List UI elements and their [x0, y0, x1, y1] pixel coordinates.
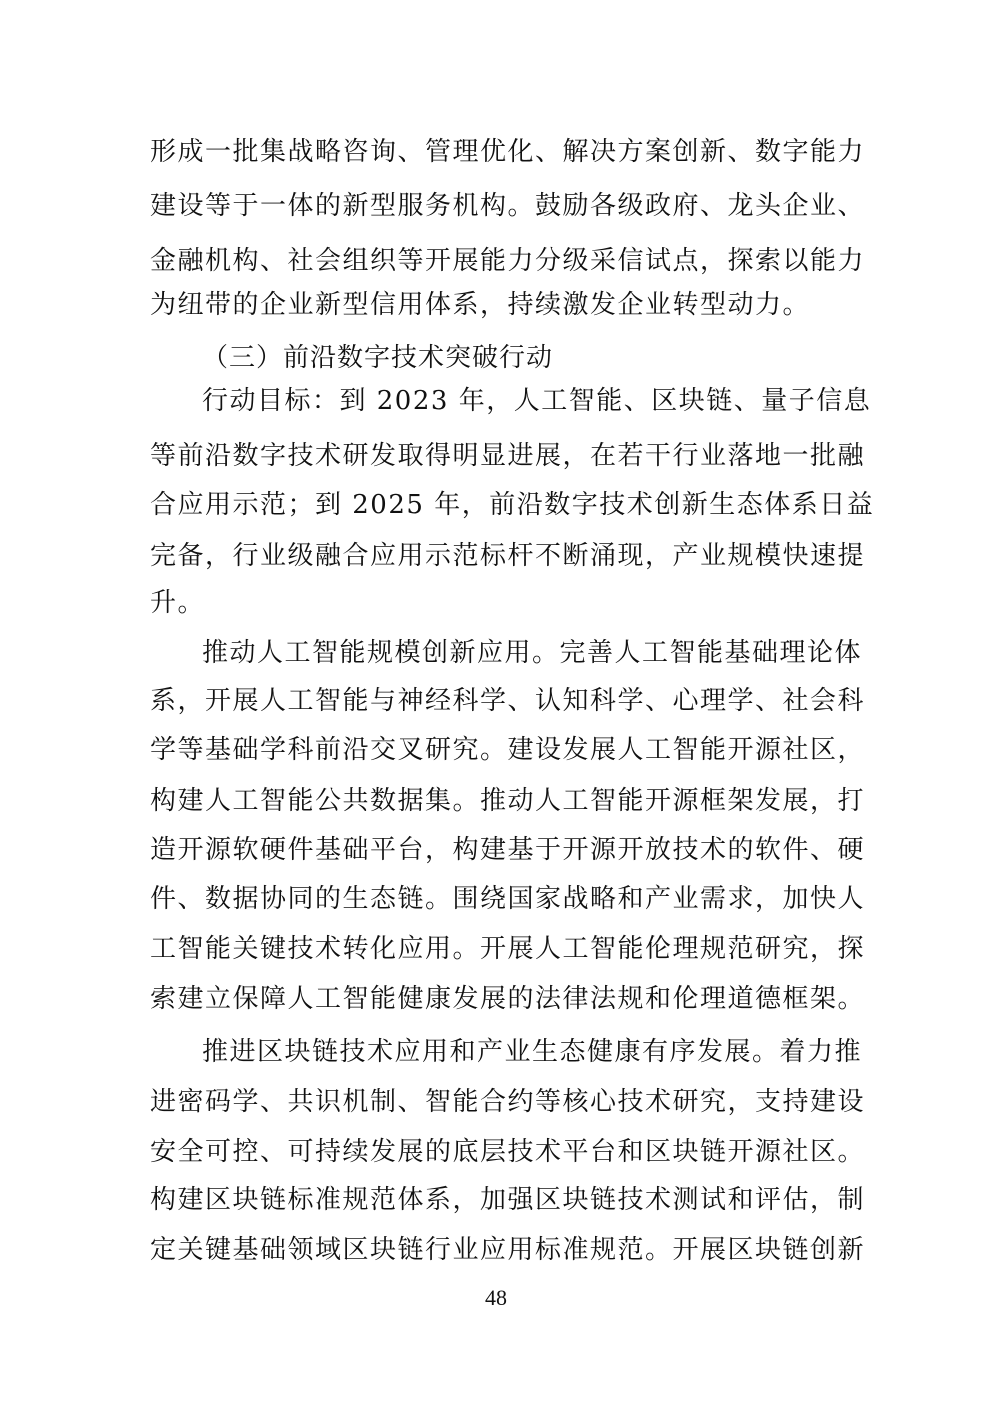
body-text-line: 建设等于一体的新型服务机构。鼓励各级政府、龙头企业、 [150, 191, 866, 221]
body-text-line: 升。 [150, 588, 206, 618]
body-text-line: 学等基础学科前沿交叉研究。建设发展人工智能开源社区， [150, 735, 866, 765]
body-text-line: 完备，行业级融合应用示范标杆不断涌现，产业规模快速提 [150, 541, 866, 571]
body-text-line: 形成一批集战略咨询、管理优化、解决方案创新、数字能力 [150, 137, 866, 167]
body-text-line: 金融机构、社会组织等开展能力分级采信试点，探索以能力 [150, 246, 866, 276]
body-text-line: 定关键基础领域区块链行业应用标准规范。开展区块链创新 [150, 1235, 866, 1265]
body-text-line: 构建人工智能公共数据集。推动人工智能开源框架发展，打 [150, 786, 866, 816]
body-text-line: 工智能关键技术转化应用。开展人工智能伦理规范研究，探 [150, 934, 866, 964]
body-text-line: 为纽带的企业新型信用体系，持续激发企业转型动力。 [150, 290, 811, 320]
body-text-line: 索建立保障人工智能健康发展的法律法规和伦理道德框架。 [150, 984, 866, 1014]
body-text-line: 系，开展人工智能与神经科学、认知科学、心理学、社会科 [150, 686, 866, 716]
body-text-line: 构建区块链标准规范体系，加强区块链技术测试和评估，制 [150, 1185, 866, 1215]
body-text-line: 行动目标：到 2023 年，人工智能、区块链、量子信息 [202, 386, 872, 416]
body-text-line: 安全可控、可持续发展的底层技术平台和区块链开源社区。 [150, 1137, 866, 1167]
body-text-line: 合应用示范；到 2025 年，前沿数字技术创新生态体系日益 [150, 490, 875, 520]
body-text-line: 造开源软硬件基础平台，构建基于开源开放技术的软件、硬 [150, 835, 866, 865]
page-number: 48 [485, 1285, 507, 1310]
body-text-line: 进密码学、共识机制、智能合约等核心技术研究，支持建设 [150, 1087, 866, 1117]
body-text-line: 推进区块链技术应用和产业生态健康有序发展。着力推 [202, 1037, 863, 1067]
body-text-line: 件、数据协同的生态链。围绕国家战略和产业需求，加快人 [150, 884, 866, 914]
section-heading: （三）前沿数字技术突破行动 [202, 343, 554, 373]
body-text-line: 推动人工智能规模创新应用。完善人工智能基础理论体 [202, 638, 863, 668]
body-text-line: 等前沿数字技术研发取得明显进展，在若干行业落地一批融 [150, 441, 866, 471]
